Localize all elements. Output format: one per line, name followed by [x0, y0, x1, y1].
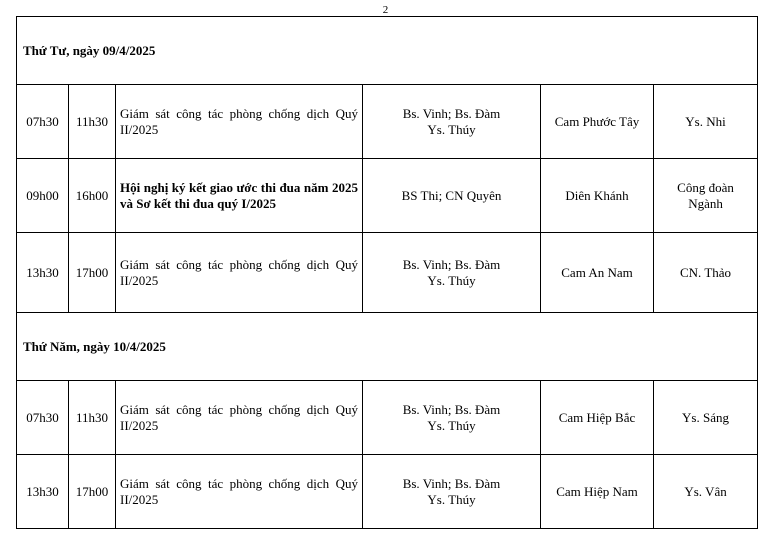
attendee-line: Ys. Sáng [682, 409, 729, 425]
end-time: 17h00 [69, 233, 116, 313]
leader-line: Ys. Thúy [427, 417, 476, 433]
attendee-line: Ys. Vân [684, 483, 727, 499]
attendee-line: Ys. Nhi [685, 113, 726, 129]
attendee-cell [654, 381, 758, 455]
attendee-cell [654, 233, 758, 313]
day-title: Thứ Năm, ngày 10/4/2025 [17, 313, 758, 381]
day-header-row [17, 313, 758, 381]
table-row [17, 85, 758, 159]
end-time: 11h30 [69, 85, 116, 159]
day-header-row [17, 17, 758, 85]
event-content: Giám sát công tác phòng chống dịch Quý II/2025 [116, 233, 363, 313]
event-content: Giám sát công tác phòng chống dịch Quý II/2025 [116, 381, 363, 455]
leaders-cell [363, 381, 541, 455]
leader-line: Bs. Vinh; Bs. Đàm [402, 256, 501, 272]
leaders-cell [363, 233, 541, 313]
leader-line: Ys. Thúy [427, 491, 476, 507]
attendee-line: Công đoàn [677, 179, 734, 195]
end-time: 16h00 [69, 159, 116, 233]
start-time: 13h30 [17, 233, 69, 313]
start-time: 13h30 [17, 455, 69, 529]
event-content: Hội nghị ký kết giao ước thi đua năm 2025 và Sơ kết thi đua quý I/2025 [116, 159, 363, 233]
leaders-cell [363, 85, 541, 159]
attendee-cell [654, 455, 758, 529]
start-time: 09h00 [17, 159, 69, 233]
leader-line: Bs. Vinh; Bs. Đàm [402, 475, 501, 491]
location-cell: Cam An Nam [541, 233, 654, 313]
leader-line: BS Thi; CN Quyên [401, 187, 502, 203]
day-title: Thứ Tư, ngày 09/4/2025 [17, 17, 758, 85]
table-row [17, 381, 758, 455]
event-content: Giám sát công tác phòng chống dịch Quý II/2025 [116, 85, 363, 159]
location-cell: Cam Hiệp Bắc [541, 381, 654, 455]
start-time: 07h30 [17, 85, 69, 159]
leaders-cell [363, 455, 541, 529]
attendee-line: Ngành [688, 195, 723, 211]
event-content: Giám sát công tác phòng chống dịch Quý II/2025 [116, 455, 363, 529]
table-row [17, 233, 758, 313]
leader-line: Bs. Vinh; Bs. Đàm [402, 105, 501, 121]
schedule-table [16, 16, 758, 529]
attendee-line: CN. Thảo [680, 264, 732, 280]
table-row [17, 159, 758, 233]
attendee-cell [654, 85, 758, 159]
leaders-cell [363, 159, 541, 233]
start-time: 07h30 [17, 381, 69, 455]
attendee-cell [654, 159, 758, 233]
page-number: 2 [382, 4, 389, 16]
location-cell: Cam Hiệp Nam [541, 455, 654, 529]
end-time: 11h30 [69, 381, 116, 455]
leader-line: Bs. Vinh; Bs. Đàm [402, 401, 501, 417]
leader-line: Ys. Thúy [427, 272, 476, 288]
end-time: 17h00 [69, 455, 116, 529]
table-row [17, 455, 758, 529]
leader-line: Ys. Thúy [427, 121, 476, 137]
location-cell: Diên Khánh [541, 159, 654, 233]
location-cell: Cam Phước Tây [541, 85, 654, 159]
